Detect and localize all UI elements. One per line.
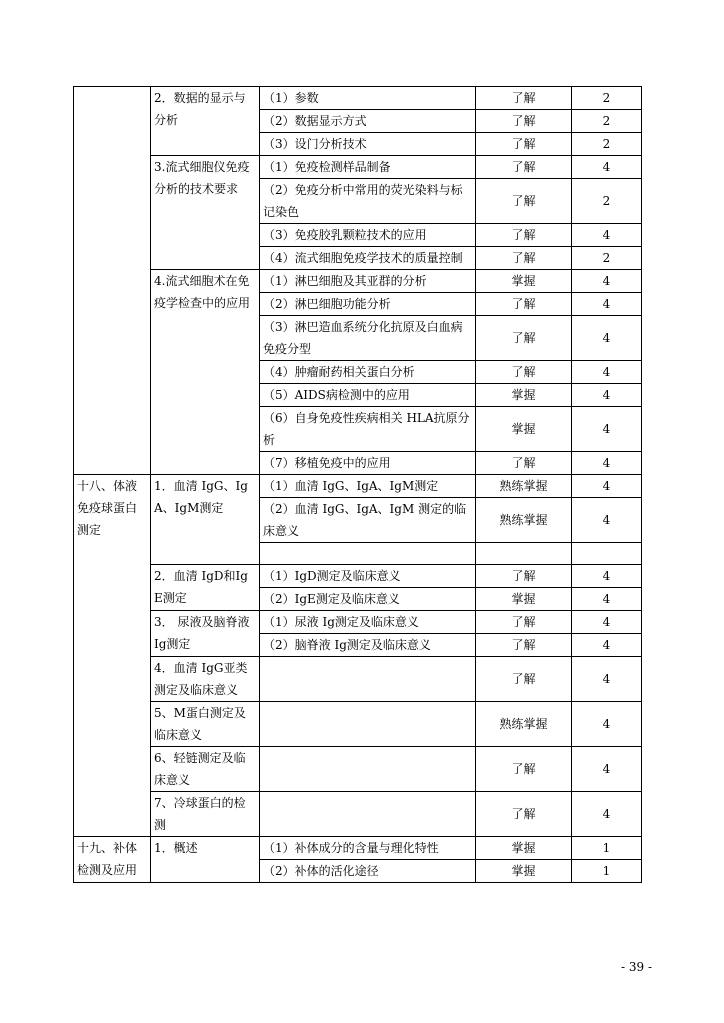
level-cell: 了解 (476, 316, 572, 361)
table-row (74, 657, 642, 702)
content-cell: （2）补体的活化途径 (260, 860, 476, 883)
level-cell: 了解 (476, 747, 572, 792)
unit-cell-continued (74, 87, 151, 475)
topic-cell: 2．数据的显示与分析 (151, 87, 260, 156)
content-cell: （2）脑脊液 Ig测定及临床意义 (260, 634, 476, 657)
table-row (74, 475, 642, 498)
level-cell: 了解 (476, 611, 572, 634)
hours-cell: 4 (572, 747, 642, 792)
content-cell: （1）补体成分的含量与理化特性 (260, 837, 476, 860)
content-cell: （5）AIDS病检测中的应用 (260, 384, 476, 407)
hours-cell: 2 (572, 110, 642, 133)
content-cell: （4）肿瘤耐药相关蛋白分析 (260, 361, 476, 384)
content-cell: （2）IgE测定及临床意义 (260, 588, 476, 611)
content-cell (260, 657, 476, 702)
content-cell: （1）免疫检测样品制备 (260, 156, 476, 179)
level-cell: 掌握 (476, 588, 572, 611)
content-cell: （2）淋巴细胞功能分析 (260, 293, 476, 316)
level-cell: 熟练掌握 (476, 498, 572, 543)
level-cell: 了解 (476, 133, 572, 156)
level-cell: 了解 (476, 224, 572, 247)
hours-cell: 1 (572, 860, 642, 883)
hours-cell: 4 (572, 156, 642, 179)
hours-cell: 2 (572, 247, 642, 270)
level-cell: 熟练掌握 (476, 475, 572, 498)
hours-cell: 4 (572, 611, 642, 634)
hours-cell: 4 (572, 702, 642, 747)
hours-cell: 4 (572, 498, 642, 543)
content-cell: （1）血清 IgG、IgA、IgM测定 (260, 475, 476, 498)
level-cell: 了解 (476, 247, 572, 270)
table-row (74, 792, 642, 837)
topic-cell: 4.流式细胞术在免疫学检查中的应用 (151, 270, 260, 475)
table-row (74, 702, 642, 747)
syllabus-table (73, 86, 642, 883)
topic-cell: 5、M蛋白测定及临床意义 (151, 702, 260, 747)
topic-cell: 3． 尿液及脑脊液 Ig测定 (151, 611, 260, 657)
hours-cell: 4 (572, 293, 642, 316)
hours-cell: 4 (572, 588, 642, 611)
hours-cell: 4 (572, 270, 642, 293)
hours-cell: 4 (572, 634, 642, 657)
hours-cell (572, 543, 642, 565)
level-cell: 了解 (476, 634, 572, 657)
unit-cell: 十八、体液免疫球蛋白测定 (74, 475, 151, 837)
level-cell: 了解 (476, 361, 572, 384)
content-cell (260, 792, 476, 837)
hours-cell: 1 (572, 837, 642, 860)
hours-cell: 2 (572, 87, 642, 110)
level-cell: 了解 (476, 657, 572, 702)
level-cell: 掌握 (476, 384, 572, 407)
level-cell: 了解 (476, 565, 572, 588)
level-cell: 了解 (476, 179, 572, 224)
content-cell: （3）淋巴造血系统分化抗原及白血病免疫分型 (260, 316, 476, 361)
level-cell: 掌握 (476, 407, 572, 452)
hours-cell: 4 (572, 657, 642, 702)
content-cell: （1）参数 (260, 87, 476, 110)
content-cell: （2）数据显示方式 (260, 110, 476, 133)
content-cell: （2）免疫分析中常用的荧光染料与标记染色 (260, 179, 476, 224)
hours-cell: 4 (572, 792, 642, 837)
content-cell: （2）血清 IgG、IgA、IgM 测定的临床意义 (260, 498, 476, 543)
content-cell (260, 543, 476, 565)
level-cell: 了解 (476, 87, 572, 110)
content-cell (260, 747, 476, 792)
level-cell: 了解 (476, 110, 572, 133)
table-row (74, 156, 642, 179)
content-cell: （6）自身免疫性疾病相关 HLA抗原分析 (260, 407, 476, 452)
level-cell: 了解 (476, 156, 572, 179)
topic-cell: 1．血清 IgG、IgA、IgM测定 (151, 475, 260, 565)
table-row (74, 87, 642, 110)
hours-cell: 4 (572, 452, 642, 475)
table-row (74, 747, 642, 792)
content-cell: （1）淋巴细胞及其亚群的分析 (260, 270, 476, 293)
level-cell (476, 543, 572, 565)
content-cell: （1）IgD测定及临床意义 (260, 565, 476, 588)
topic-cell: 3.流式细胞仪免疫分析的技术要求 (151, 156, 260, 270)
table-row (74, 837, 642, 860)
hours-cell: 2 (572, 179, 642, 224)
content-cell: （3）免疫胶乳颗粒技术的应用 (260, 224, 476, 247)
hours-cell: 4 (572, 407, 642, 452)
table-row (74, 611, 642, 634)
page-number: - 39 - (620, 960, 652, 974)
content-cell (260, 702, 476, 747)
content-cell: （4）流式细胞免疫学技术的质量控制 (260, 247, 476, 270)
table-row (74, 270, 642, 293)
level-cell: 掌握 (476, 860, 572, 883)
topic-cell: 1．概述 (151, 837, 260, 883)
level-cell: 了解 (476, 792, 572, 837)
level-cell: 了解 (476, 293, 572, 316)
content-cell: （7）移植免疫中的应用 (260, 452, 476, 475)
table-row (74, 565, 642, 588)
level-cell: 熟练掌握 (476, 702, 572, 747)
content-cell: （3）设门分析技术 (260, 133, 476, 156)
hours-cell: 4 (572, 361, 642, 384)
hours-cell: 4 (572, 316, 642, 361)
hours-cell: 4 (572, 384, 642, 407)
hours-cell: 4 (572, 475, 642, 498)
topic-cell: 4．血清 IgG亚类测定及临床意义 (151, 657, 260, 702)
unit-cell: 十九、补体检测及应用 (74, 837, 151, 883)
hours-cell: 4 (572, 224, 642, 247)
hours-cell: 4 (572, 565, 642, 588)
hours-cell: 2 (572, 133, 642, 156)
level-cell: 掌握 (476, 270, 572, 293)
topic-cell: 7、冷球蛋白的检测 (151, 792, 260, 837)
level-cell: 了解 (476, 452, 572, 475)
topic-cell: 2．血清 IgD和IgE测定 (151, 565, 260, 611)
level-cell: 掌握 (476, 837, 572, 860)
content-cell: （1）尿液 Ig测定及临床意义 (260, 611, 476, 634)
topic-cell: 6、轻链测定及临床意义 (151, 747, 260, 792)
